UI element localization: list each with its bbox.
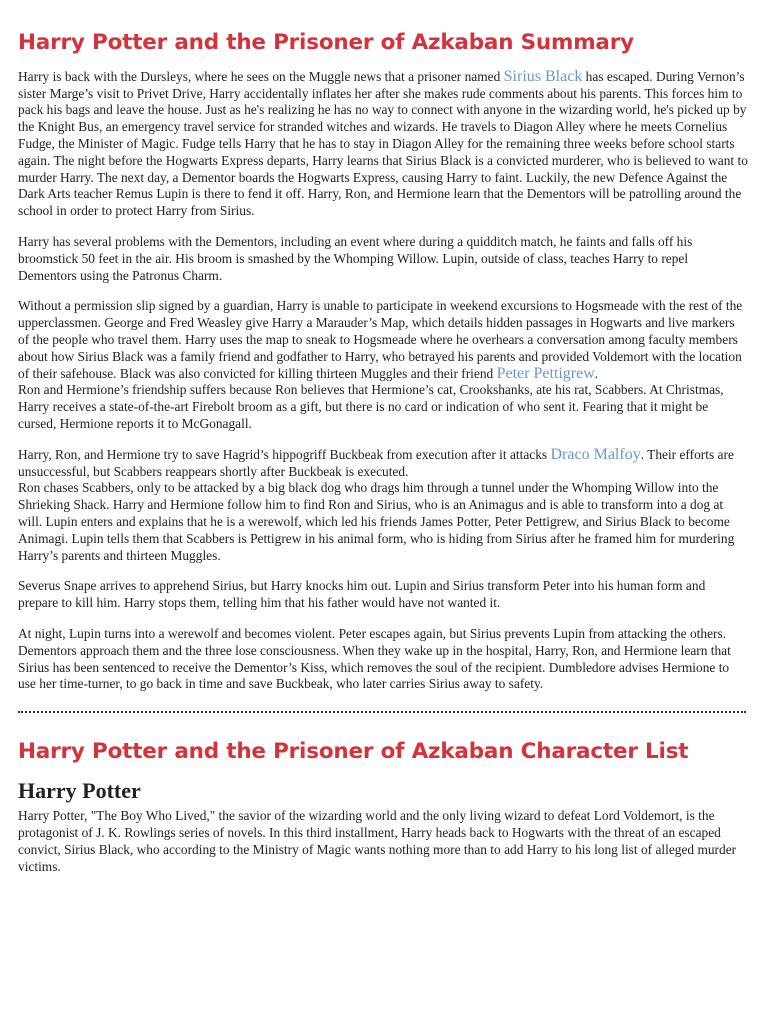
summary-paragraph-3-text-a: Without a permission slip signed by a guardian, Harry is unable to participate in weekend excursions to Hogsmeade with the rest of the upperclassmen. George and Fred Weasley give Harry a Marauder’s Map, which details hidden passages in Hogwarts and live markers of the people who travel them. Harry uses the map to sneak to Hogsmeade where he overhears a conversation among faculty members about how Sirius Black was a family friend and godfather to Harry, who betrayed his parents and provided Voldemort with the location of their safehouse. Black was also convicted for killing thirteen Muggles and their friend: [18, 298, 743, 381]
summary-paragraph-1-text-b: has escaped. During Vernon’s sister Marge’s visit to Privet Drive, Harry accidentally inflates her after she makes rude comments about his parents. This forces him to pack his bags and leave the house. Just as he's realizing he has no way to connect with anyone in the wizarding world, he's picked up by the Knight Bus, an emergency travel service for stranded witches and wizards. He travels to Diagon Alley where he meets Cornelius Fudge, the Minister of Magic. Fudge tells Harry that he has to stay in Diagon Alley for the remaining three weeks before school starts again. The night before the Hogwarts Express departs, Harry learns that Sirius Black is a convicted murderer, who is believed to want to murder Harry. The next day, a Dementor boards the Hogwarts Express, causing Harry to faint. Luckily, the new Defence Against the Dark Arts teacher Remus Lupin is there to fend it off. Harry, Ron, and Hermione learn that the Dementors will be patrolling around the school in order to protect Harry from Sirius.: [18, 68, 748, 219]
summary-heading: Harry Potter and the Prisoner of Azkaban Summary: [18, 30, 634, 55]
character-name-harry-potter: Harry Potter: [18, 778, 141, 804]
summary-paragraph-1: [18, 69, 748, 220]
character-description-harry-potter: Harry Potter, "The Boy Who Lived," the savior of the wizarding world and the only living wizard to defeat Lord Voldemort, is the protagonist of J. K. Rowlings series of novels. In this third installment, Harry heads back to Hogwarts with the threat of an escaped convict, Sirius Black, who according to the Ministry of Magic wants nothing more than to add Harry to his long list of alleged murder victims.: [18, 808, 737, 874]
summary-paragraph-4: Ron and Hermione’s friendship suffers because Ron believes that Hermione’s cat, Crookshanks, ate his rat, Scabbers. At Christmas, Harry receives a state-of-the-art Firebolt broom as a gift, but there is no card or indication of who sent it. Fearing that it might be cursed, Hermione reports it to McGonagall.: [18, 382, 724, 432]
summary-paragraph-5: [18, 447, 748, 481]
summary-paragraph-5-text-a: Harry, Ron, and Hermione try to save Hagrid’s hippogriff Buckbeak from execution after it attacks: [18, 446, 551, 462]
peter-pettigrew-link[interactable]: Peter Pettigrew: [496, 364, 595, 382]
summary-paragraph-1-text-a: Harry is back with the Dursleys, where he sees on the Muggle news that a prisoner named: [18, 68, 504, 84]
summary-paragraph-5-text-b: . Their efforts are unsuccessful, but Scabbers reappears shortly after Buckbeak is executed.: [18, 446, 734, 479]
sirius-black-link[interactable]: Sirius Black: [503, 67, 583, 85]
document-page: [18, 30, 748, 890]
summary-paragraph-3: [18, 298, 748, 382]
section-divider: [18, 711, 746, 713]
summary-paragraph-7: Severus Snape arrives to apprehend Sirius, but Harry knocks him out. Lupin and Sirius transform Peter into his human form and prepare to kill him. Harry stops them, telling him that his father would have not wanted it.: [18, 578, 706, 611]
summary-paragraph-3-text-b: .: [594, 365, 599, 381]
character-list-heading: Harry Potter and the Prisoner of Azkaban Character List: [18, 739, 689, 765]
summary-paragraph-8: At night, Lupin turns into a werewolf and becomes violent. Peter escapes again, but Sirius prevents Lupin from attacking the others. Dementors approach them and the three lose consciousness. When they wake up in the hospital, Harry, Ron, and Hermione learn that Sirius has been sentenced to receive the Dementor’s Kiss, which removes the soul of the recipient. Dumbledore advises Hermione to use her time-turner, to go back in time and save Buckbeak, who later carries Sirius away to safety.: [18, 625, 731, 692]
summary-paragraph-6: Ron chases Scabbers, only to be attacked by a big black dog who drags him through a tunnel under the Whomping Willow into the Shrieking Shack. Harry and Hermione follow him to find Ron and Sirius, who is an Animagus and is able to transform into a dog at will. Lupin enters and explains that he is a werewolf, which led his friends James Potter, Peter Pettigrew, and Sirius Black to become Animagi. Lupin tells them that Scabbers is Pettigrew in his animal form, who is hiding from Sirius after he framed him for murdering Harry’s parents and thirteen Muggles.: [18, 480, 735, 563]
summary-paragraph-2: Harry has several problems with the Dementors, including an event where during a quidditch match, he faints and falls off his broomstick 50 feet in the air. His broom is smashed by the Whomping Willow. Lupin, outside of class, teaches Harry to repel Dementors using the Patronus Charm.: [18, 234, 693, 283]
draco-malfoy-link[interactable]: Draco Malfoy: [550, 445, 641, 463]
